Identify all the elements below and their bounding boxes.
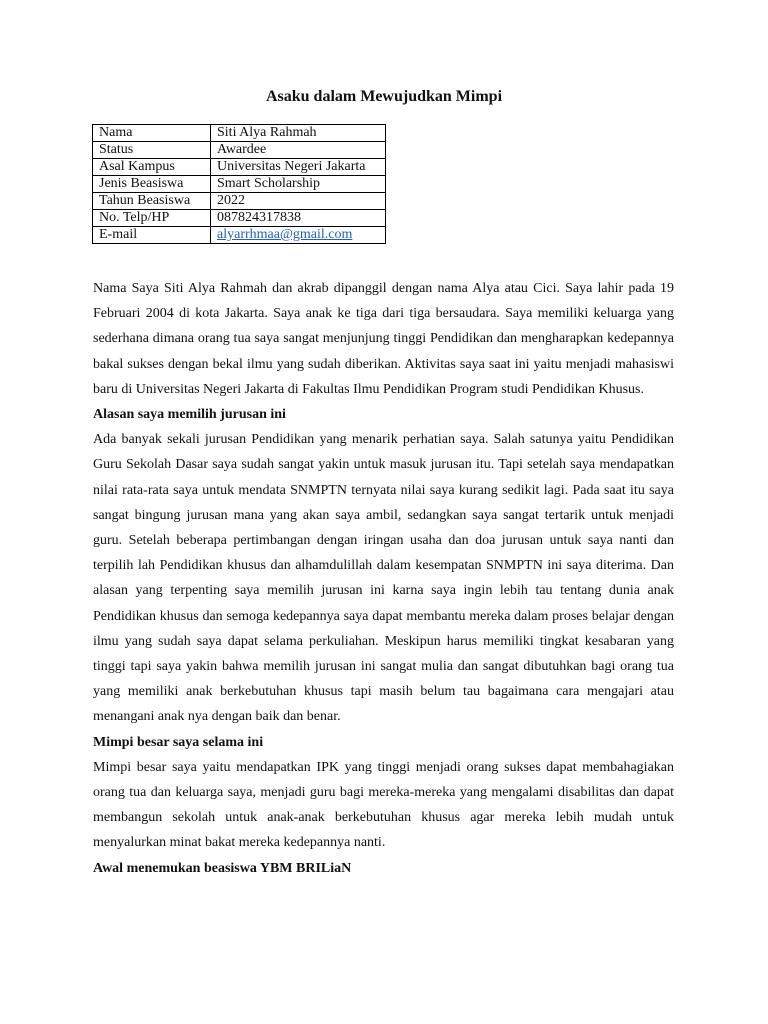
table-row (93, 176, 386, 193)
section-paragraph: Mimpi besar saya yaitu mendapatkan IPK yang tinggi menjadi orang sukses dapat membahagiakan orang tua dan keluarga saya, menjadi guru bagi mereka-mereka yang mengalami disabilitas dan dapat membangun sekolah untuk anak-anak berkebutuhan khusus agar mereka lebih mudah untuk menyalurkan minat bakat mereka kedepannya nanti. (93, 759, 674, 851)
email-link[interactable]: alyarrhmaa@gmail.com (217, 227, 353, 242)
profile-value (211, 227, 386, 244)
document-body (93, 276, 674, 881)
profile-label: Tahun Beasiswa (93, 193, 211, 210)
table-row (93, 210, 386, 227)
profile-value: 087824317838 (211, 210, 386, 227)
section-heading: Awal menemukan beasiswa YBM BRILiaN (93, 860, 352, 876)
table-row (93, 125, 386, 142)
profile-label: Status (93, 142, 211, 159)
table-row (93, 159, 386, 176)
section-heading: Mimpi besar saya selama ini (93, 734, 264, 750)
section-heading: Alasan saya memilih jurusan ini (93, 407, 286, 423)
page-title: Asaku dalam Mewujudkan Mimpi (265, 88, 503, 105)
table-row (93, 193, 386, 210)
profile-label: Jenis Beasiswa (93, 176, 211, 193)
profile-label: No. Telp/HP (93, 210, 211, 227)
profile-value: Smart Scholarship (211, 176, 386, 193)
profile-label: E-mail (93, 227, 211, 244)
profile-value: Awardee (211, 142, 386, 159)
profile-value: Siti Alya Rahmah (211, 125, 386, 142)
profile-table (92, 124, 386, 244)
intro-paragraph: Nama Saya Siti Alya Rahmah dan akrab dipanggil dengan nama Alya atau Cici. Saya lahir pada 19 Februari 2004 di kota Jakarta. Saya anak ke tiga dari tiga bersaudara. Saya memiliki keluarga yang sederhana dimana orang tua saya sangat menjunjung tinggi Pendidikan dan mengharapkan kedepannya bakal sukses dengan bekal ilmu yang sudah diberikan. Aktivitas saya saat ini yaitu menjadi mahasiswi baru di Universitas Negeri Jakarta di Fakultas Ilmu Pendidikan Program studi Pendidikan Khusus. (93, 281, 674, 397)
profile-label: Asal Kampus (93, 159, 211, 176)
table-row (93, 227, 386, 244)
table-row (93, 142, 386, 159)
section-paragraph: Ada banyak sekali jurusan Pendidikan yang menarik perhatian saya. Salah satunya yaitu Pendidikan Guru Sekolah Dasar saya sudah sangat yakin untuk masuk jurusan itu. Tapi setelah saya mendapatkan nilai rata-rata saya untuk mendata SNMPTN ternyata nilai saya kurang sedikit lagi. Pada saat itu saya sangat bingung jurusan mana yang akan saya ambil, sedangkan saya sangat tertarik untuk menjadi guru. Setelah beberapa pertimbangan dengan iringan usaha dan doa jurusan untuk saya nanti dan terpilih lah Pendidikan khusus dan alhamdulillah dalam kesempatan SNMPTN ini saya diterima. Dan alasan yang terpenting saya memilih jurusan ini karna saya ingin lebih tau tentang dunia anak Pendidikan khusus dan semoga kedepannya saya dapat membantu mereka dalam proses belajar dengan ilmu yang sudah saya dapat selama perkuliahan. Meskipun harus memiliki tingkat kesabaran yang tinggi tapi saya yakin bahwa memilih jurusan ini sangat mulia dan sangat dibutuhkan bagi orang tua yang memiliki anak berkebutuhan khusus tapi masih belum tau bagaimana cara mengajari atau menangani anak nya dengan baik dan benar. (93, 432, 674, 725)
profile-value: Universitas Negeri Jakarta (211, 159, 386, 176)
profile-label: Nama (93, 125, 211, 142)
profile-value: 2022 (211, 193, 386, 210)
